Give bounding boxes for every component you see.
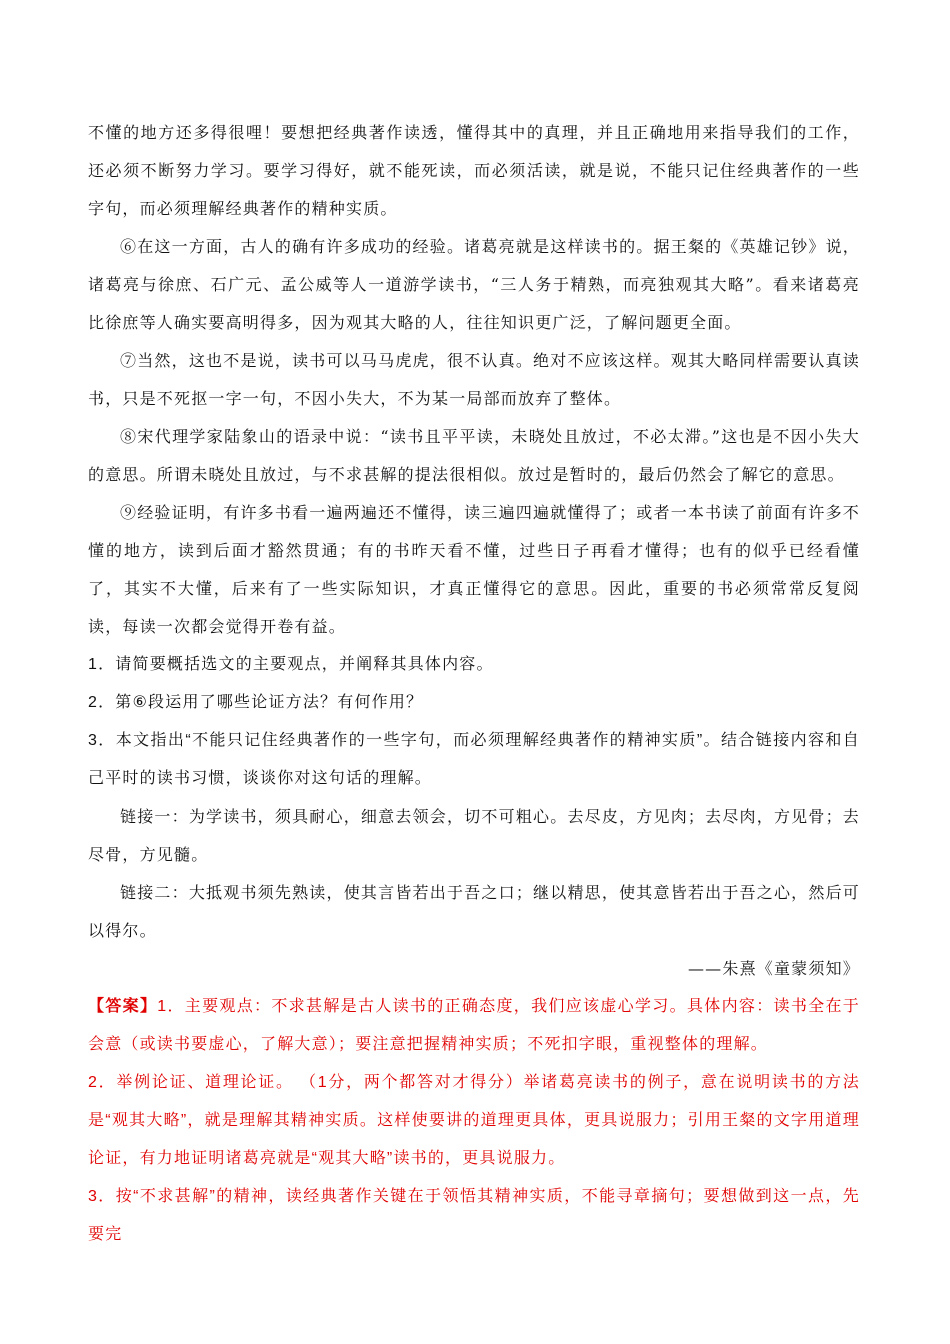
question-3: 3．本文指出“不能只记住经典著作的一些字句，而必须理解经典著作的精神实质”。结合链接内容和自己平时的读书习惯，谈谈你对这句话的理解。 [88, 732, 860, 787]
link-2: 链接二：大抵观书须先熟读，使其言皆若出于吾之口；继以精思，使其意皆若出于吾之心，然后可以得尔。 [88, 883, 860, 940]
passage-paragraph-7: ⑦当然，这也不是说，读书可以马马虎虎，很不认真。绝对不应该这样。观其大略同样需要认真读书，只是不死抠一字一句，不因小失大，不为某一局部而放弃了整体。 [88, 351, 860, 408]
quote-source: ——朱熹《童蒙须知》 [687, 959, 860, 978]
answer-2: 2．举例论证、道理论证。 （1分，两个都答对才得分）举诸葛亮读书的例子，意在说明读书的方法是“观其大略”，就是理解其精神实质。这样使要讲的道理更具体，更具说服力；引用王粲的文字用道理论证，有力地证明诸葛亮就是“观其大略”读书的，更具说服力。 [88, 1074, 860, 1167]
document-page [88, 114, 860, 1254]
link-1: 链接一：为学读书，须具耐心，细意去领会，切不可粗心。去尽皮，方见肉；去尽肉，方见骨；去尽骨，方见髓。 [88, 807, 860, 864]
question-1: 1．请简要概括选文的主要观点，并阐释其具体内容。 [88, 656, 494, 673]
passage-paragraph-8: ⑧宋代理学家陆象山的语录中说：“读书且平平读，未晓处且放过，不必太滞。”这也是不因小失大的意思。所谓未晓处且放过，与不求甚解的提法很相似。放过是暂时的，最后仍然会了解它的意思。 [88, 427, 860, 484]
answer-3: 3．按“不求甚解”的精神，读经典著作关键在于领悟其精神实质，不能寻章摘句；要想做到这一点，先要完 [88, 1188, 860, 1243]
question-2: 2．第⑥段运用了哪些论证方法？有何作用？ [88, 694, 424, 711]
passage-paragraph-9: ⑨经验证明，有许多书看一遍两遍还不懂得，读三遍四遍就懂得了；或者一本书读了前面有许多不懂的地方，读到后面才豁然贯通；有的书昨天看不懂，过些日子再看才懂得；也有的似乎已经看懂了，其实不大懂，后来有了一些实际知识，才真正懂得它的意思。因此，重要的书必须常常反复阅读，每读一次都会觉得开卷有益。 [88, 503, 860, 636]
passage-paragraph-6: ⑥在这一方面，古人的确有许多成功的经验。诸葛亮就是这样读书的。据王粲的《英雄记钞》说，诸葛亮与徐庶、石广元、孟公威等人一道游学读书，“三人务于精熟，而亮独观其大略”。看来诸葛亮比徐庶等人确实要高明得多，因为观其大略的人，往往知识更广泛，了解问题更全面。 [88, 237, 860, 332]
answer-1-text: 1．主要观点：不求甚解是古人读书的正确态度，我们应该虚心学习。具体内容：读书全在于会意（或读书要虚心，了解大意）；要注意把握精神实质；不死扣字眼，重视整体的理解。 [88, 998, 860, 1053]
answer-tag: 【答案】 [88, 998, 158, 1015]
answer-1 [88, 988, 860, 1064]
passage-paragraph-continued: 不懂的地方还多得很哩！要想把经典著作读透，懂得其中的真理，并且正确地用来指导我们的工作，还必须不断努力学习。要学习得好，就不能死读，而必须活读，就是说，不能只记住经典著作的一些字句，而必须理解经典著作的精种实质。 [88, 123, 860, 218]
